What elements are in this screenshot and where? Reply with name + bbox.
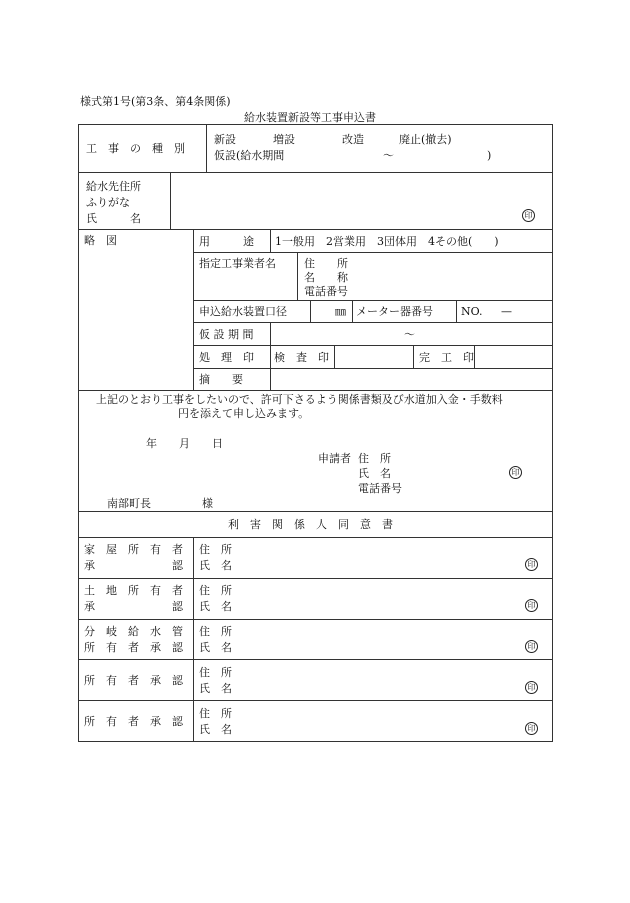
name-label: 氏 名	[86, 212, 141, 225]
option-abolish[interactable]: 廃止(撤去)	[399, 133, 452, 146]
declaration-line-1: 上記のとおり工事をしたいので、許可下さるよう関係書類及び水道加入金・手数料	[96, 393, 503, 406]
contractor-name-label: 名 称	[304, 271, 348, 284]
applicant-name-label: 氏 名	[358, 467, 391, 480]
pipe-diameter-label: 申込給水装置口径	[199, 305, 287, 318]
contractor-address-label: 住 所	[304, 257, 348, 270]
applicant-label: 申請者	[318, 452, 351, 465]
usage-label: 用 途	[199, 235, 254, 248]
option-modify[interactable]: 改造	[342, 133, 364, 146]
applicant-address-label: 住 所	[358, 452, 391, 465]
mayor-label: 南部町長	[107, 497, 151, 510]
process-stamp-label: 処 理 印	[199, 351, 254, 364]
seal-icon: 印	[525, 681, 538, 694]
temp-tilde: ～	[383, 149, 394, 162]
declaration-line-2: 円を添えて申し込みます。	[178, 407, 310, 420]
seal-icon: 印	[525, 599, 538, 612]
consent-address-label: 住 所	[199, 543, 232, 556]
consent-name-label: 氏 名	[199, 641, 232, 654]
consent-row-label-1b: 承 認	[84, 559, 183, 572]
contractor-label: 指定工事業者名	[199, 257, 276, 270]
consent-name-label: 氏 名	[199, 600, 232, 613]
date-year: 年	[146, 437, 157, 450]
frame-top	[78, 124, 553, 125]
seal-icon: 印	[525, 558, 538, 571]
completion-stamp-label: 完 工 印	[419, 351, 474, 364]
date-day: 日	[212, 437, 223, 450]
frame-left	[78, 124, 79, 742]
consent-name-label: 氏 名	[199, 723, 232, 736]
seal-icon: 印	[525, 722, 538, 735]
form-number: 様式第1号(第3条、第4条関係)	[80, 95, 231, 108]
furigana-label: ふりがな	[86, 196, 130, 209]
consent-name-label: 氏 名	[199, 682, 232, 695]
meter-no-label: NO.	[461, 305, 483, 318]
temp-period-label: 仮 設 期 間	[199, 328, 254, 341]
pipe-unit: ㎜	[335, 305, 346, 318]
seal-icon: 印	[509, 466, 522, 479]
consent-address-label: 住 所	[199, 584, 232, 597]
map-label: 略 図	[84, 234, 117, 247]
consent-row-label-2a: 土 地 所 有 者	[84, 584, 183, 597]
seal-icon: 印	[525, 640, 538, 653]
temp-period-tilde: ～	[404, 328, 415, 341]
consent-name-label: 氏 名	[199, 559, 232, 572]
temp-close-paren: )	[487, 149, 492, 162]
supply-address-label: 給水先住所	[86, 180, 141, 193]
frame-right	[552, 124, 553, 742]
applicant-phone-label: 電話番号	[358, 482, 402, 495]
inspection-stamp-label: 検 査 印	[274, 351, 329, 364]
consent-row-label-2b: 承 認	[84, 600, 183, 613]
frame-bottom	[78, 741, 553, 742]
construction-type-label: 工 事 の 種 別	[86, 142, 185, 155]
consent-row-label-5: 所 有 者 承 認	[84, 715, 183, 728]
consent-title: 利 害 関 係 人 同 意 書	[228, 518, 393, 531]
consent-address-label: 住 所	[199, 707, 232, 720]
seal-icon: 印	[522, 209, 535, 222]
date-month: 月	[179, 437, 190, 450]
consent-address-label: 住 所	[199, 625, 232, 638]
remarks-label: 摘 要	[199, 373, 243, 386]
option-temporary[interactable]: 仮設(給水期間	[214, 149, 285, 162]
consent-row-label-1a: 家 屋 所 有 者	[84, 543, 183, 556]
consent-row-label-3b: 所 有 者 承 認	[84, 641, 183, 654]
meter-number-label: メーター器番号	[356, 305, 433, 318]
consent-address-label: 住 所	[199, 666, 232, 679]
form-title: 給水装置新設等工事申込書	[244, 111, 376, 124]
usage-options[interactable]: 1一般用 2営業用 3団体用 4その他( )	[275, 235, 499, 248]
mayor-honorific: 様	[202, 497, 213, 510]
consent-row-label-3a: 分 岐 給 水 管	[84, 625, 183, 638]
meter-no-dash: —	[501, 305, 512, 318]
option-new[interactable]: 新設	[214, 133, 236, 146]
option-add[interactable]: 増設	[273, 133, 295, 146]
contractor-phone-label: 電話番号	[304, 285, 348, 298]
consent-row-label-4: 所 有 者 承 認	[84, 674, 183, 687]
